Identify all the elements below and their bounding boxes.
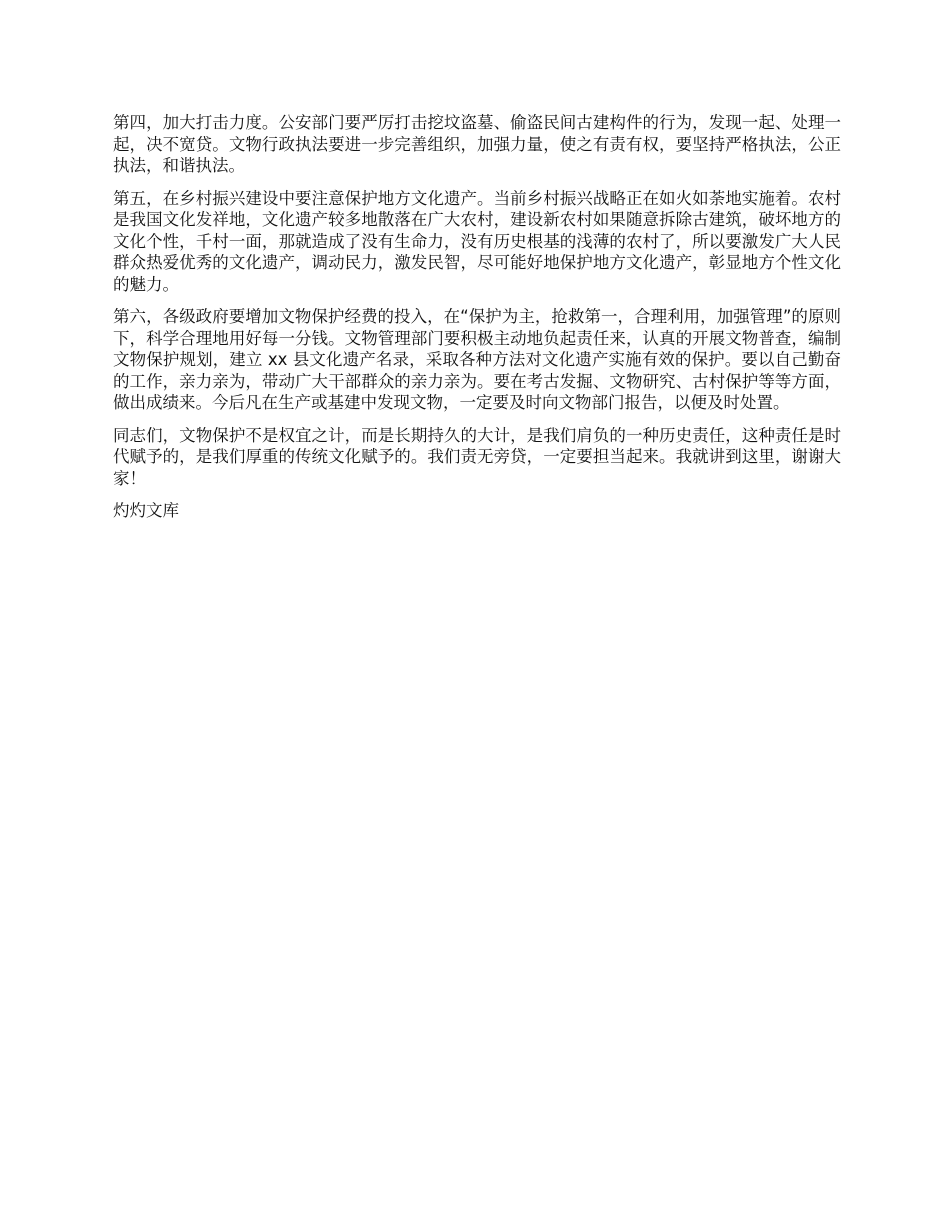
document-source: 灼灼文库 bbox=[113, 501, 179, 520]
paragraph-sixth-point: 第六，各级政府要增加文物保护经费的投入，在“保护为主，抢救第一，合理利用，加强管理”的原则下，科学合理地用好每一分钱。文物管理部门要积极主动地负起责任来，认真的开展文物普查，编制文物保护规划，建立 xx 县文化遗产名录，采取各种方法对文化遗产实施有效的保护。要以自己勤奋的工作，亲力亲为，带动广大干部群众的亲力亲为。要在考古发掘、文物研究、古村保护等等方面，做出成绩来。今后凡在生产或基建中发现文物，一定要及时向文物部门报告，以便及时处置。 bbox=[113, 307, 841, 412]
paragraph-closing-remarks: 同志们，文物保护不是权宜之计，而是长期持久的大计，是我们肩负的一种历史责任，这种责任是时代赋予的，是我们厚重的传统文化赋予的。我们责无旁贷，一定要担当起来。我就讲到这里，谢谢大家！ bbox=[113, 425, 841, 488]
paragraph-fourth-point: 第四，加大打击力度。公安部门要严厉打击挖坟盗墓、偷盗民间古建构件的行为，发现一起、处理一起，决不宽贷。文物行政执法要进一步完善组织，加强力量，使之有责有权，要坚持严格执法，公正执法，和谐执法。 bbox=[113, 113, 841, 175]
document-body bbox=[113, 112, 841, 533]
paragraph-fifth-point: 第五，在乡村振兴建设中要注意保护地方文化遗产。当前乡村振兴战略正在如火如荼地实施着。农村是我国文化发祥地，文化遗产较多地散落在广大农村，建设新农村如果随意拆除古建筑，破坏地方的文化个性，千村一面，那就造成了没有生命力，没有历史根基的浅薄的农村了，所以要激发广大人民群众热爱优秀的文化遗产，调动民力，激发民智，尽可能好地保护地方文化遗产，彰显地方个性文化的魅力。 bbox=[113, 188, 841, 294]
